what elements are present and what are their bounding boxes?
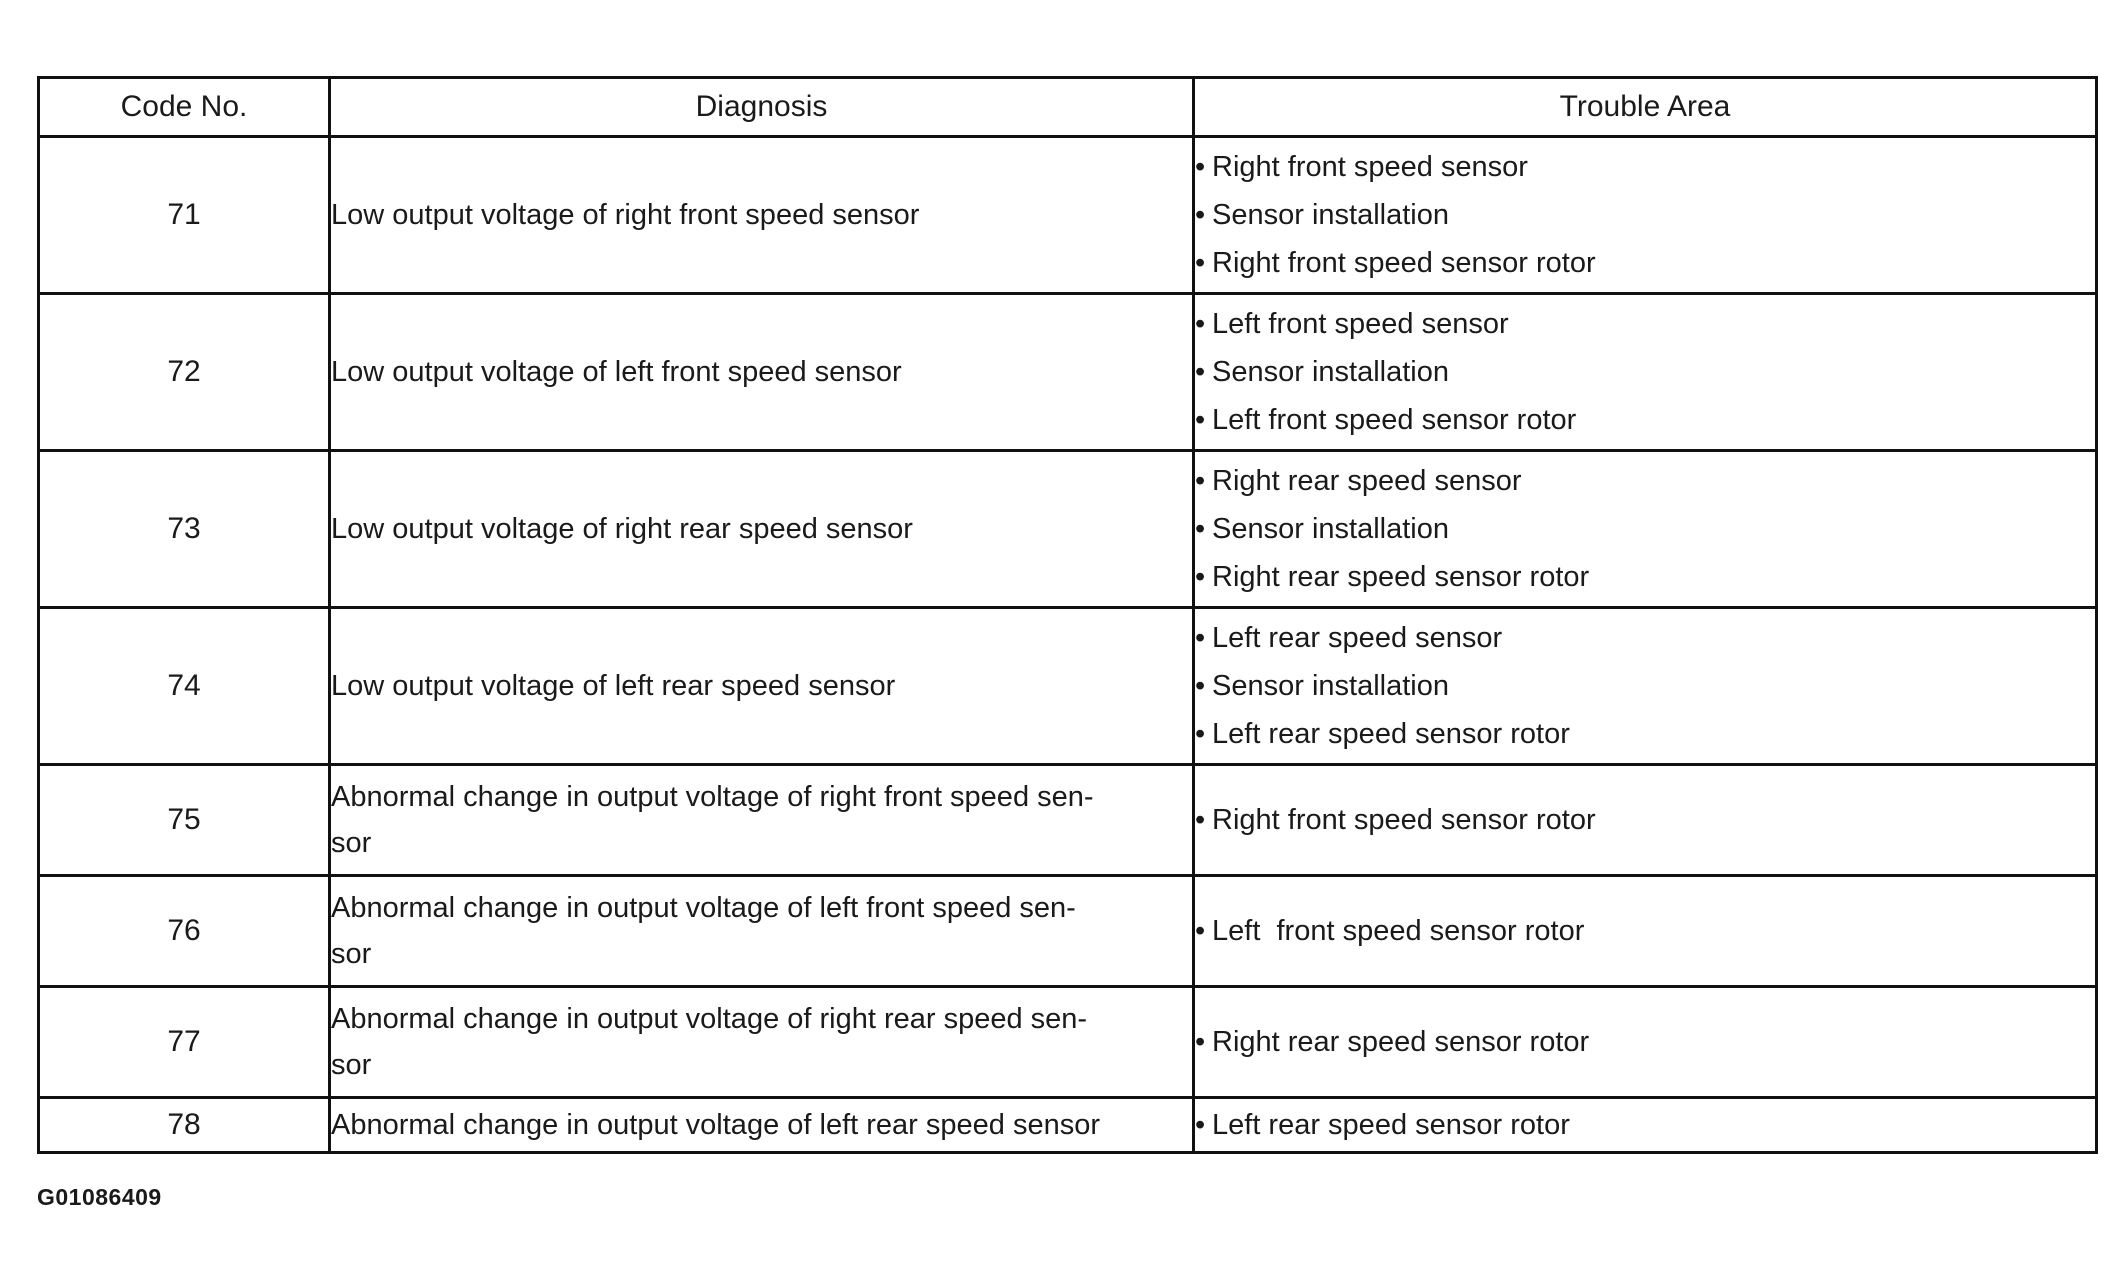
trouble-area-item: • Left front speed sensor [1195,300,2095,348]
table-row [39,876,2097,987]
header-code-no: Code No. [39,78,330,137]
trouble-area-list [1195,1101,2095,1149]
table-row [39,1098,2097,1153]
diagnosis-cell: Low output voltage of left rear speed sensor [330,608,1194,765]
trouble-area-cell [1194,294,2097,451]
header-trouble-area: Trouble Area [1194,78,2097,137]
trouble-area-list [1195,614,2095,758]
trouble-area-item: • Sensor installation [1195,662,2095,710]
trouble-area-cell [1194,137,2097,294]
code-cell: 75 [39,765,330,876]
table-row [39,294,2097,451]
trouble-area-item: • Right front speed sensor rotor [1195,239,2095,287]
trouble-area-list [1195,143,2095,287]
header-diagnosis: Diagnosis [330,78,1194,137]
table-header-row [39,78,2097,137]
table-row [39,137,2097,294]
diagnosis-line: sor [331,1049,372,1081]
trouble-area-list [1195,907,2095,955]
trouble-area-item: • Right rear speed sensor rotor [1195,553,2095,601]
trouble-area-item: • Left rear speed sensor [1195,614,2095,662]
trouble-area-cell [1194,451,2097,608]
trouble-area-item: • Left front speed sensor rotor [1195,396,2095,444]
code-cell: 73 [39,451,330,608]
diagnosis-line: Abnormal change in output voltage of right front speed sen- [331,781,1094,813]
trouble-area-item: • Sensor installation [1195,348,2095,396]
diagnosis-cell [330,987,1194,1098]
diagnosis-line: sor [331,827,372,859]
diagnosis-line: Abnormal change in output voltage of left front speed sen- [331,892,1076,924]
trouble-area-list [1195,796,2095,844]
trouble-area-item: • Right rear speed sensor [1195,457,2095,505]
diagnosis-cell: Abnormal change in output voltage of left rear speed sensor [330,1098,1194,1153]
trouble-area-cell [1194,608,2097,765]
diagnosis-line: sor [331,938,372,970]
code-cell: 76 [39,876,330,987]
trouble-area-cell [1194,1098,2097,1153]
trouble-area-item: • Left rear speed sensor rotor [1195,710,2095,758]
trouble-area-item: • Right rear speed sensor rotor [1195,1018,2095,1066]
diagnosis-line: Abnormal change in output voltage of right rear speed sen- [331,1003,1088,1035]
table-row [39,451,2097,608]
diagnosis-cell: Low output voltage of left front speed sensor [330,294,1194,451]
diagnostic-code-table [37,76,2098,1154]
trouble-area-item: • Sensor installation [1195,191,2095,239]
table-row [39,987,2097,1098]
diagnosis-cell: Low output voltage of right rear speed sensor [330,451,1194,608]
figure-id: G01086409 [37,1184,162,1210]
trouble-area-item: • Right front speed sensor [1195,143,2095,191]
table-row [39,765,2097,876]
trouble-area-cell [1194,876,2097,987]
code-cell: 74 [39,608,330,765]
trouble-area-cell [1194,987,2097,1098]
trouble-area-list [1195,300,2095,444]
code-cell: 78 [39,1098,330,1153]
trouble-area-cell [1194,765,2097,876]
trouble-area-item: • Left front speed sensor rotor [1195,907,2095,955]
trouble-area-item: • Left rear speed sensor rotor [1195,1101,2095,1149]
trouble-area-item: • Right front speed sensor rotor [1195,796,2095,844]
diagnosis-cell [330,765,1194,876]
table-row [39,608,2097,765]
trouble-area-list [1195,457,2095,601]
code-cell: 71 [39,137,330,294]
code-cell: 72 [39,294,330,451]
code-cell: 77 [39,987,330,1098]
diagnosis-cell [330,876,1194,987]
trouble-area-list [1195,1018,2095,1066]
diagnosis-cell: Low output voltage of right front speed sensor [330,137,1194,294]
trouble-area-item: • Sensor installation [1195,505,2095,553]
